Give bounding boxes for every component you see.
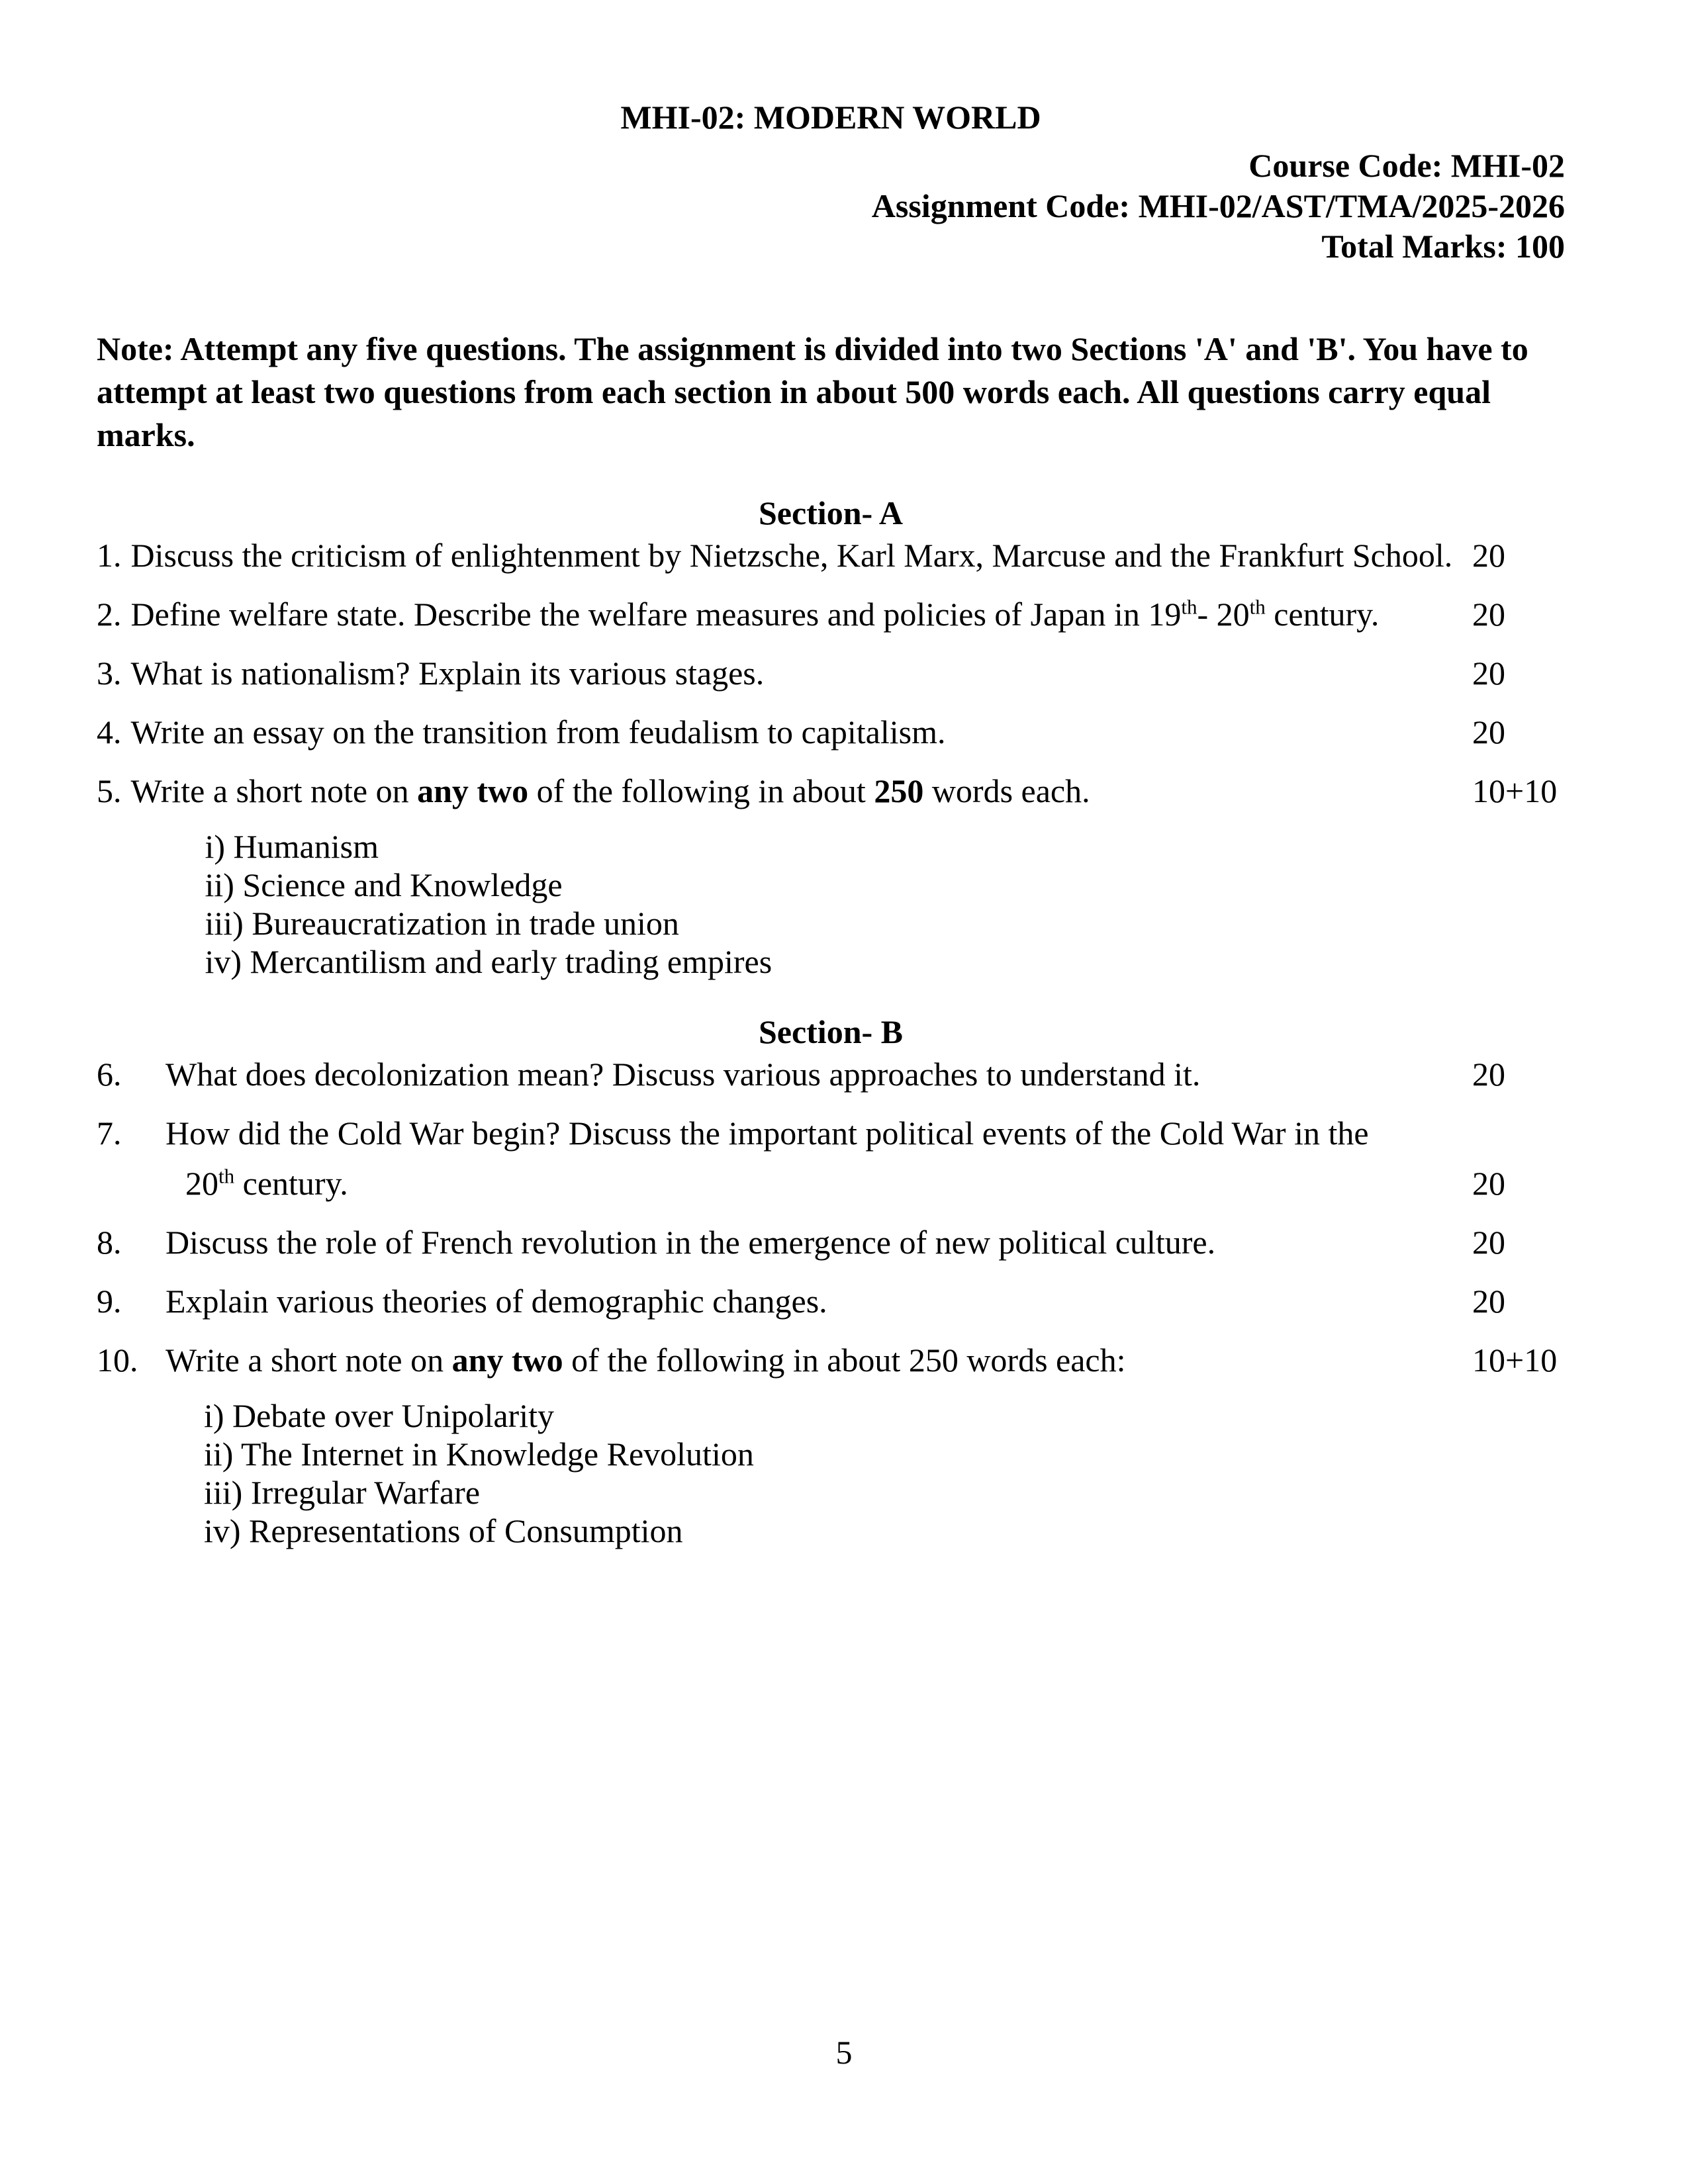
question-item [97,1341,1565,1550]
question-number: 8. [97,1224,122,1261]
question-marks: 10+10 [1472,1342,1558,1379]
header-meta [97,146,1565,267]
question-text: 20th century. [185,1164,348,1202]
total-marks: Total Marks: 100 [1321,228,1565,265]
question-text: Discuss the criticism of enlightenment by Nietzsche, Karl Marx, Marcuse and the Frankfurt School. [130,537,1453,574]
section-b-heading: Section- B [758,1013,904,1050]
section-b [97,1013,1565,1550]
question-text: Write a short note on any two of the following in about 250 words each: [165,1342,1126,1379]
question-number: 2. [97,596,122,633]
question-subitems [131,827,1566,981]
question-subitem: ii) Science and Knowledge [205,866,563,903]
page-title: MHI-02: MODERN WORLD [620,99,1041,136]
course-code: Course Code: MHI-02 [1248,147,1565,184]
question-text: What is nationalism? Explain its various stages. [130,655,765,692]
section-a-questions [97,536,1565,981]
question-text: Discuss the role of French revolution in the emergence of new political culture. [165,1224,1216,1261]
question-item [97,595,1565,633]
question-item [97,1055,1565,1093]
question-text: Explain various theories of demographic changes. [165,1283,827,1320]
question-marks [1472,1114,1565,1152]
question-item [97,713,1565,751]
question-subitem: iii) Bureaucratization in trade union [205,905,679,942]
section-b-questions [97,1055,1565,1550]
assignment-code: Assignment Code: MHI-02/AST/TMA/2025-2026 [871,187,1565,224]
question-marks: 20 [1472,1165,1505,1202]
question-marks: 20 [1472,596,1505,633]
question-subitem: i) Debate over Unipolarity [204,1397,554,1434]
question-number: 6. [97,1056,122,1093]
question-marks: 20 [1472,1224,1505,1261]
question-item [97,1223,1565,1261]
question-text: Define welfare state. Describe the welfare measures and policies of Japan in 19th- 20th century. [130,595,1380,633]
section-a-heading: Section- A [758,494,904,531]
question-subitem: i) Humanism [205,828,379,865]
question-marks: 20 [1472,655,1505,692]
section-a [97,494,1565,981]
question-marks: 20 [1472,1283,1505,1320]
question-item [97,772,1565,981]
question-subitem: iii) Irregular Warfare [204,1474,481,1511]
question-marks: 20 [1472,537,1505,574]
question-number: 3. [97,655,122,692]
question-subitem: ii) The Internet in Knowledge Revolution [204,1435,754,1473]
question-subitems [165,1396,1565,1550]
page-number: 5 [835,2034,853,2071]
question-number: 4. [97,713,122,751]
question-marks: 20 [1472,713,1505,751]
instructions-note: Note: Attempt any five questions. The assignment is divided into two Sections 'A' and 'B'. You have to attempt at least two questions from each section in about 500 words each. All questions carry equal marks. [97,330,1528,453]
question-item [97,654,1565,692]
question-subitem: iv) Mercantilism and early trading empires [205,943,773,980]
question-marks: 20 [1472,1056,1505,1093]
question-number: 5. [97,772,122,809]
question-text: How did the Cold War begin? Discuss the important political events of the Cold War in the [165,1115,1369,1152]
question-text: Write a short note on any two of the following in about 250 words each. [130,772,1090,809]
question-number: 1. [97,537,122,574]
question-item [97,1114,1565,1203]
question-number: 10. [97,1342,138,1379]
question-text: What does decolonization mean? Discuss various approaches to understand it. [165,1056,1201,1093]
question-subitem: iv) Representations of Consumption [204,1512,683,1549]
question-text: Write an essay on the transition from feudalism to capitalism. [130,713,946,751]
question-marks: 10+10 [1472,772,1558,809]
question-item [97,536,1565,574]
question-number: 7. [97,1115,122,1152]
question-number: 9. [97,1283,122,1320]
question-item [97,1282,1565,1320]
